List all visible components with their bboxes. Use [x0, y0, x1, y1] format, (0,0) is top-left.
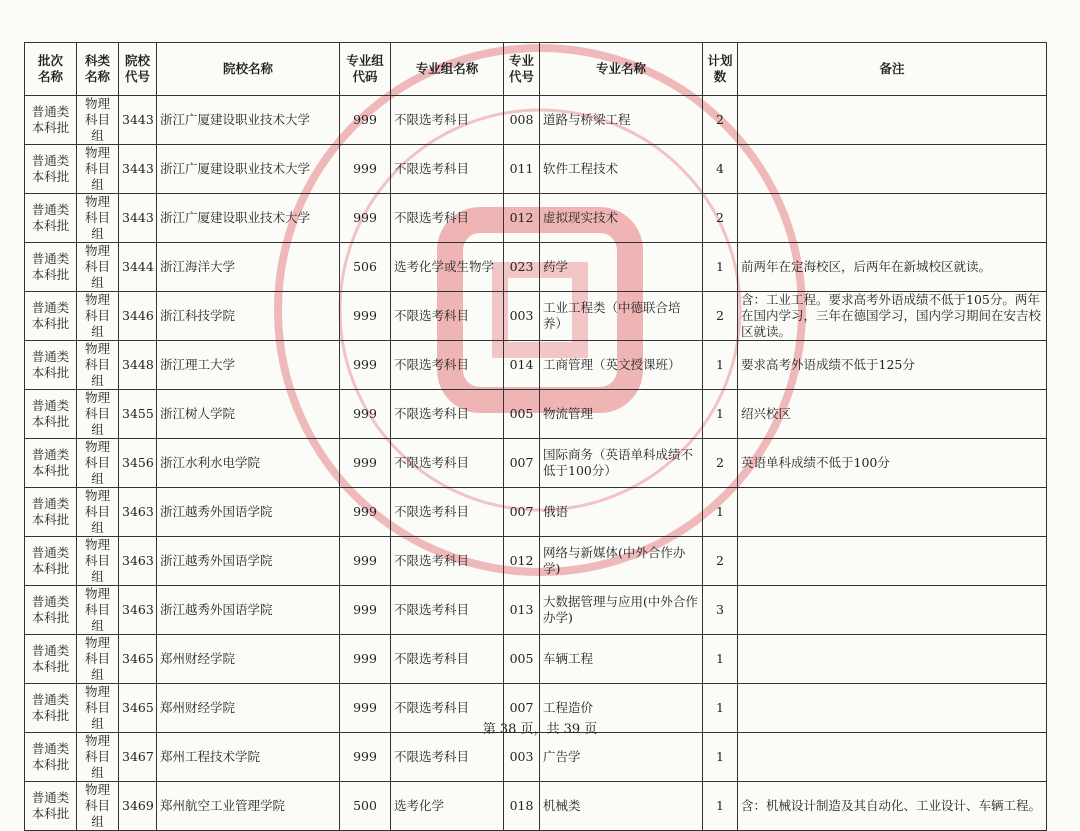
school-code-cell: 3465 [119, 684, 157, 733]
batch-cell: 普通类本科批 [25, 684, 77, 733]
group-name-cell: 不限选考科目 [391, 341, 504, 390]
category-cell: 物理科目组 [77, 635, 119, 684]
group-code-cell: 999 [340, 194, 391, 243]
major-code-cell: 007 [504, 684, 540, 733]
school-code-cell: 3465 [119, 635, 157, 684]
table-row [25, 635, 1047, 684]
batch-cell: 普通类本科批 [25, 194, 77, 243]
school-name-cell: 浙江树人学院 [157, 390, 340, 439]
table-row [25, 390, 1047, 439]
major-code-cell: 007 [504, 488, 540, 537]
table-header-row [25, 43, 1047, 96]
school-code-cell: 3456 [119, 439, 157, 488]
plan-cell: 2 [703, 292, 738, 341]
group-name-cell: 不限选考科目 [391, 194, 504, 243]
category-cell: 物理科目组 [77, 292, 119, 341]
major-name-cell: 工业工程类（中德联合培养） [540, 292, 703, 341]
group-code-cell: 999 [340, 390, 391, 439]
school-code-cell: 3443 [119, 96, 157, 145]
school-code-cell: 3443 [119, 194, 157, 243]
category-cell: 物理科目组 [77, 194, 119, 243]
header-category: 科类 名称 [77, 43, 119, 96]
school-code-cell: 3467 [119, 733, 157, 782]
remark-cell: 要求高考外语成绩不低于125分 [738, 341, 1047, 390]
plan-cell: 4 [703, 145, 738, 194]
group-name-cell: 不限选考科目 [391, 145, 504, 194]
batch-cell: 普通类本科批 [25, 488, 77, 537]
school-code-cell: 3463 [119, 537, 157, 586]
category-cell: 物理科目组 [77, 782, 119, 831]
group-code-cell: 999 [340, 292, 391, 341]
remark-cell [738, 733, 1047, 782]
school-name-cell: 郑州工程技术学院 [157, 733, 340, 782]
group-code-cell: 506 [340, 243, 391, 292]
major-name-cell: 大数据管理与应用(中外合作办学) [540, 586, 703, 635]
school-name-cell: 浙江科技学院 [157, 292, 340, 341]
plan-cell: 2 [703, 96, 738, 145]
major-code-cell: 007 [504, 439, 540, 488]
school-code-cell: 3469 [119, 782, 157, 831]
school-code-cell: 3463 [119, 488, 157, 537]
major-code-cell: 013 [504, 586, 540, 635]
table-row [25, 537, 1047, 586]
major-name-cell: 软件工程技术 [540, 145, 703, 194]
major-name-cell: 国际商务（英语单科成绩不低于100分） [540, 439, 703, 488]
table-row [25, 586, 1047, 635]
school-name-cell: 浙江理工大学 [157, 341, 340, 390]
plan-cell: 2 [703, 537, 738, 586]
major-code-cell: 011 [504, 145, 540, 194]
school-name-cell: 郑州财经学院 [157, 684, 340, 733]
group-code-cell: 999 [340, 635, 391, 684]
major-name-cell: 工程造价 [540, 684, 703, 733]
header-remark: 备注 [738, 43, 1047, 96]
school-name-cell: 郑州航空工业管理学院 [157, 782, 340, 831]
category-cell: 物理科目组 [77, 586, 119, 635]
major-code-cell: 005 [504, 635, 540, 684]
group-name-cell: 不限选考科目 [391, 586, 504, 635]
remark-cell: 英语单科成绩不低于100分 [738, 439, 1047, 488]
table-row [25, 292, 1047, 341]
group-code-cell: 999 [340, 341, 391, 390]
major-code-cell: 003 [504, 733, 540, 782]
group-name-cell: 不限选考科目 [391, 439, 504, 488]
table-row [25, 96, 1047, 145]
group-name-cell: 选考化学 [391, 782, 504, 831]
remark-cell [738, 537, 1047, 586]
table-row [25, 733, 1047, 782]
plan-cell: 1 [703, 488, 738, 537]
group-code-cell: 999 [340, 488, 391, 537]
header-group-name: 专业组名称 [391, 43, 504, 96]
plan-cell: 2 [703, 439, 738, 488]
plan-cell: 1 [703, 782, 738, 831]
school-code-cell: 3444 [119, 243, 157, 292]
table-row [25, 341, 1047, 390]
header-major-name: 专业名称 [540, 43, 703, 96]
group-code-cell: 500 [340, 782, 391, 831]
major-code-cell: 005 [504, 390, 540, 439]
group-code-cell: 999 [340, 537, 391, 586]
category-cell: 物理科目组 [77, 733, 119, 782]
school-name-cell: 浙江广厦建设职业技术大学 [157, 145, 340, 194]
category-cell: 物理科目组 [77, 96, 119, 145]
plan-cell: 1 [703, 390, 738, 439]
batch-cell: 普通类本科批 [25, 586, 77, 635]
group-name-cell: 不限选考科目 [391, 390, 504, 439]
batch-cell: 普通类本科批 [25, 635, 77, 684]
remark-cell: 前两年在定海校区，后两年在新城校区就读。 [738, 243, 1047, 292]
major-code-cell: 008 [504, 96, 540, 145]
group-name-cell: 不限选考科目 [391, 635, 504, 684]
major-code-cell: 012 [504, 194, 540, 243]
group-code-cell: 999 [340, 586, 391, 635]
remark-cell [738, 96, 1047, 145]
major-code-cell: 014 [504, 341, 540, 390]
group-name-cell: 不限选考科目 [391, 96, 504, 145]
header-major-code: 专业 代号 [504, 43, 540, 96]
table-row [25, 194, 1047, 243]
group-code-cell: 999 [340, 439, 391, 488]
category-cell: 物理科目组 [77, 684, 119, 733]
group-name-cell: 不限选考科目 [391, 684, 504, 733]
remark-cell [738, 586, 1047, 635]
plan-cell: 1 [703, 635, 738, 684]
plan-cell: 1 [703, 733, 738, 782]
category-cell: 物理科目组 [77, 145, 119, 194]
school-code-cell: 3446 [119, 292, 157, 341]
group-name-cell: 不限选考科目 [391, 537, 504, 586]
group-name-cell: 不限选考科目 [391, 488, 504, 537]
group-code-cell: 999 [340, 733, 391, 782]
school-code-cell: 3443 [119, 145, 157, 194]
table-row [25, 439, 1047, 488]
plan-cell: 1 [703, 684, 738, 733]
remark-cell [738, 194, 1047, 243]
batch-cell: 普通类本科批 [25, 341, 77, 390]
header-school-name: 院校名称 [157, 43, 340, 96]
batch-cell: 普通类本科批 [25, 243, 77, 292]
plan-cell: 2 [703, 194, 738, 243]
plan-cell: 3 [703, 586, 738, 635]
school-code-cell: 3455 [119, 390, 157, 439]
table-row [25, 243, 1047, 292]
batch-cell: 普通类本科批 [25, 782, 77, 831]
major-name-cell: 道路与桥梁工程 [540, 96, 703, 145]
major-name-cell: 工商管理（英文授课班） [540, 341, 703, 390]
major-name-cell: 虚拟现实技术 [540, 194, 703, 243]
school-name-cell: 浙江越秀外国语学院 [157, 537, 340, 586]
group-name-cell: 不限选考科目 [391, 292, 504, 341]
remark-cell: 含：工业工程。要求高考外语成绩不低于105分。两年在国内学习，三年在德国学习，国内学习期间在安吉校区就读。 [738, 292, 1047, 341]
major-name-cell: 广告学 [540, 733, 703, 782]
remark-cell [738, 488, 1047, 537]
admission-plan-table [24, 42, 1047, 831]
school-code-cell: 3463 [119, 586, 157, 635]
remark-cell: 含：机械设计制造及其自动化、工业设计、车辆工程。 [738, 782, 1047, 831]
header-group-code: 专业组 代码 [340, 43, 391, 96]
plan-cell: 1 [703, 243, 738, 292]
group-name-cell: 选考化学或生物学 [391, 243, 504, 292]
group-code-cell: 999 [340, 145, 391, 194]
school-name-cell: 浙江越秀外国语学院 [157, 488, 340, 537]
header-school-code: 院校 代号 [119, 43, 157, 96]
header-plan: 计划 数 [703, 43, 738, 96]
school-name-cell: 浙江广厦建设职业技术大学 [157, 96, 340, 145]
major-name-cell: 药学 [540, 243, 703, 292]
remark-cell: 绍兴校区 [738, 390, 1047, 439]
batch-cell: 普通类本科批 [25, 537, 77, 586]
category-cell: 物理科目组 [77, 390, 119, 439]
group-name-cell: 不限选考科目 [391, 733, 504, 782]
batch-cell: 普通类本科批 [25, 292, 77, 341]
major-name-cell: 俄语 [540, 488, 703, 537]
table-row [25, 145, 1047, 194]
school-name-cell: 浙江广厦建设职业技术大学 [157, 194, 340, 243]
batch-cell: 普通类本科批 [25, 145, 77, 194]
school-name-cell: 郑州财经学院 [157, 635, 340, 684]
category-cell: 物理科目组 [77, 537, 119, 586]
plan-cell: 1 [703, 341, 738, 390]
remark-cell [738, 635, 1047, 684]
school-name-cell: 浙江海洋大学 [157, 243, 340, 292]
batch-cell: 普通类本科批 [25, 439, 77, 488]
group-code-cell: 999 [340, 684, 391, 733]
batch-cell: 普通类本科批 [25, 733, 77, 782]
remark-cell [738, 145, 1047, 194]
school-name-cell: 浙江水利水电学院 [157, 439, 340, 488]
school-code-cell: 3448 [119, 341, 157, 390]
page-footer: 第 38 页，共 39 页 [482, 722, 598, 737]
batch-cell: 普通类本科批 [25, 390, 77, 439]
table-row [25, 488, 1047, 537]
category-cell: 物理科目组 [77, 243, 119, 292]
major-code-cell: 018 [504, 782, 540, 831]
batch-cell: 普通类本科批 [25, 96, 77, 145]
major-name-cell: 机械类 [540, 782, 703, 831]
major-code-cell: 003 [504, 292, 540, 341]
major-name-cell: 网络与新媒体(中外合作办学) [540, 537, 703, 586]
header-batch: 批次 名称 [25, 43, 77, 96]
school-name-cell: 浙江越秀外国语学院 [157, 586, 340, 635]
table-row [25, 782, 1047, 831]
major-name-cell: 物流管理 [540, 390, 703, 439]
category-cell: 物理科目组 [77, 341, 119, 390]
major-code-cell: 012 [504, 537, 540, 586]
group-code-cell: 999 [340, 96, 391, 145]
category-cell: 物理科目组 [77, 439, 119, 488]
category-cell: 物理科目组 [77, 488, 119, 537]
major-name-cell: 车辆工程 [540, 635, 703, 684]
major-code-cell: 023 [504, 243, 540, 292]
